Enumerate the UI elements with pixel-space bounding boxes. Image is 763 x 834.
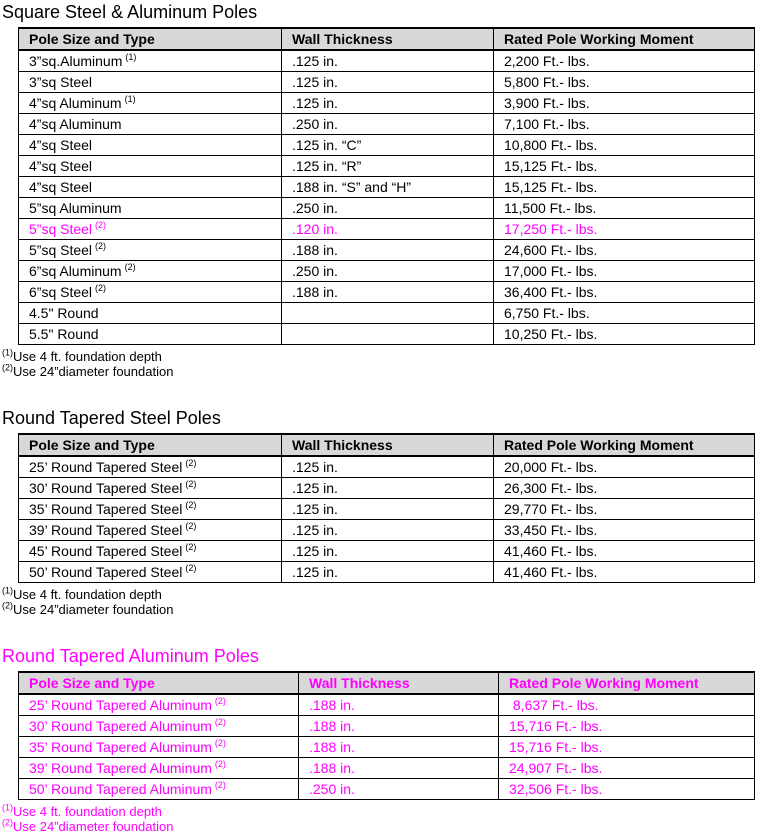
wall-thickness-text: .125 in. (292, 501, 338, 517)
working-moment-text: 11,500 Ft.- lbs. (504, 200, 597, 216)
wall-thickness-cell (282, 520, 494, 541)
working-moment-cell (494, 50, 755, 72)
footnote-marker: (2) (185, 479, 197, 490)
pole-size-text: 6”sq Steel (29, 284, 93, 300)
working-moment-cell (494, 478, 755, 499)
wall-thickness-text: .125 in. (292, 522, 338, 538)
working-moment-cell (499, 716, 755, 737)
working-moment-text: 15,125 Ft.- lbs. (504, 179, 598, 195)
footnote-marker: (1) (125, 52, 137, 63)
table-row (19, 324, 755, 345)
footnote-text: Use 4 ft. foundation depth (13, 349, 162, 364)
working-moment-cell (494, 520, 755, 541)
pole-size-text: 25’ Round Tapered Aluminum (29, 697, 212, 713)
footnote-marker: (2) (185, 521, 197, 532)
pole-size-cell (19, 478, 282, 499)
footnote-1 (2, 349, 763, 364)
wall-thickness-cell (282, 114, 494, 135)
pole-size-text: 30’ Round Tapered Steel (29, 480, 183, 496)
working-moment-cell (494, 198, 755, 219)
column-header-pole-size: Pole Size and Type (19, 434, 282, 456)
working-moment-cell (494, 177, 755, 198)
footnotes (2, 587, 763, 617)
wall-thickness-cell (282, 562, 494, 583)
working-moment-cell (499, 758, 755, 779)
footnote-text: Use 24”diameter foundation (13, 364, 174, 379)
footnote-marker: (2) (185, 542, 197, 553)
pole-size-text: 39’ Round Tapered Aluminum (29, 760, 212, 776)
wall-thickness-cell (282, 240, 494, 261)
footnote-marker: (1) (2, 802, 13, 813)
pole-size-text: 30’ Round Tapered Aluminum (29, 718, 212, 734)
pole-size-text: 5”sq Steel (29, 221, 93, 237)
section-title: Square Steel & Aluminum Poles (2, 2, 258, 22)
wall-thickness-cell (282, 261, 494, 282)
footnote-marker: (2) (214, 759, 226, 770)
pole-size-cell (19, 303, 282, 324)
working-moment-text: 8,637 Ft.- lbs. (509, 697, 599, 713)
wall-thickness-cell (282, 156, 494, 177)
working-moment-cell (494, 261, 755, 282)
wall-thickness-cell (282, 456, 494, 478)
footnote-marker: (2) (214, 717, 226, 728)
pole-size-text: 35’ Round Tapered Aluminum (29, 739, 212, 755)
footnote-2 (2, 364, 763, 379)
working-moment-cell (494, 72, 755, 93)
table-row (19, 177, 755, 198)
working-moment-text: 24,907 Ft.- lbs. (509, 760, 603, 776)
pole-size-cell (19, 198, 282, 219)
wall-thickness-text: .250 in. (292, 116, 338, 132)
working-moment-text: 29,770 Ft.- lbs. (504, 501, 598, 517)
pole-size-cell (19, 716, 299, 737)
footnote-marker: (2) (95, 220, 107, 231)
column-header-working-moment: Rated Pole Working Moment (494, 28, 755, 50)
table-header-row (19, 28, 755, 50)
working-moment-text: 10,250 Ft.- lbs. (504, 326, 598, 342)
working-moment-text: 41,460 Ft.- lbs. (504, 543, 598, 559)
working-moment-text: 15,716 Ft.- lbs. (509, 718, 603, 734)
wall-thickness-cell (282, 135, 494, 156)
wall-thickness-text: .125 in. (292, 564, 338, 580)
table-row (19, 50, 755, 72)
pole-size-cell (19, 456, 282, 478)
working-moment-cell (494, 114, 755, 135)
pole-size-text: 5.5" Round (29, 326, 99, 342)
working-moment-cell (494, 219, 755, 240)
table-row (19, 694, 755, 716)
footnote-marker: (2) (214, 780, 226, 791)
pole-size-cell (19, 499, 282, 520)
pole-size-text: 5”sq Steel (29, 242, 93, 258)
footnote-1 (2, 804, 763, 819)
wall-thickness-cell (299, 758, 499, 779)
footnote-marker: (2) (185, 563, 197, 574)
footnote-2 (2, 602, 763, 617)
footnote-marker: (2) (185, 458, 197, 469)
working-moment-text: 36,400 Ft.- lbs. (504, 284, 598, 300)
wall-thickness-cell (282, 72, 494, 93)
footnote-marker: (2) (214, 696, 226, 707)
working-moment-text: 10,800 Ft.- lbs. (504, 137, 598, 153)
table-row (19, 198, 755, 219)
pole-size-cell (19, 282, 282, 303)
working-moment-text: 5,800 Ft.- lbs. (504, 74, 590, 90)
pole-size-text: 4”sq Steel (29, 179, 93, 195)
working-moment-cell (499, 779, 755, 800)
wall-thickness-text: .125 in. “C” (292, 137, 362, 153)
table-row (19, 779, 755, 800)
pole-size-text: 5”sq Aluminum (29, 200, 122, 216)
wall-thickness-cell (282, 282, 494, 303)
pole-size-text: 45’ Round Tapered Steel (29, 543, 183, 559)
footnote-marker: (2) (124, 262, 136, 273)
table-row (19, 240, 755, 261)
section-title: Round Tapered Steel Poles (2, 408, 221, 428)
column-header-pole-size: Pole Size and Type (19, 672, 299, 694)
wall-thickness-text: .125 in. (292, 480, 338, 496)
footnote-marker: (1) (2, 347, 13, 358)
pole-size-cell (19, 177, 282, 198)
table-row (19, 499, 755, 520)
table-header-row (19, 672, 755, 694)
wall-thickness-text: .188 in. (292, 242, 338, 258)
wall-thickness-cell (282, 50, 494, 72)
table-row (19, 114, 755, 135)
working-moment-text: 3,900 Ft.- lbs. (504, 95, 590, 111)
pole-size-cell (19, 779, 299, 800)
wall-thickness-cell (282, 177, 494, 198)
footnote-2 (2, 819, 763, 834)
pole-size-cell (19, 562, 282, 583)
column-header-working-moment: Rated Pole Working Moment (499, 672, 755, 694)
pole-size-cell (19, 219, 282, 240)
footnote-text: Use 4 ft. foundation depth (13, 804, 162, 819)
pole-size-cell (19, 694, 299, 716)
wall-thickness-text: .125 in. (292, 53, 338, 69)
wall-thickness-text: .120 in. (292, 221, 338, 237)
working-moment-cell (494, 541, 755, 562)
table-row (19, 93, 755, 114)
footnote-marker: (2) (2, 362, 13, 373)
wall-thickness-text: .188 in. “S” and “H” (292, 179, 412, 195)
table-row (19, 261, 755, 282)
pole-size-text: 4”sq Aluminum (29, 116, 122, 132)
pole-size-cell (19, 135, 282, 156)
wall-thickness-cell (282, 324, 494, 345)
working-moment-text: 6,750 Ft.- lbs. (504, 305, 590, 321)
footnote-marker: (2) (2, 600, 13, 611)
pole-size-text: 4”sq Steel (29, 158, 93, 174)
table-row (19, 562, 755, 583)
wall-thickness-text: .250 in. (292, 200, 338, 216)
pole-size-cell (19, 261, 282, 282)
working-moment-cell (499, 737, 755, 758)
round-aluminum-poles-table (18, 671, 755, 800)
wall-thickness-cell (299, 779, 499, 800)
footnote-marker: (2) (2, 817, 13, 828)
pole-size-text: 4.5" Round (29, 305, 99, 321)
table-row (19, 478, 755, 499)
wall-thickness-text: .188 in. (309, 697, 355, 713)
wall-thickness-cell (282, 303, 494, 324)
working-moment-text: 41,460 Ft.- lbs. (504, 564, 598, 580)
pole-size-cell (19, 240, 282, 261)
table-row (19, 303, 755, 324)
wall-thickness-text: .188 in. (309, 739, 355, 755)
table-row (19, 737, 755, 758)
table-row (19, 219, 755, 240)
table-header-row (19, 434, 755, 456)
working-moment-cell (494, 156, 755, 177)
working-moment-text: 24,600 Ft.- lbs. (504, 242, 598, 258)
working-moment-cell (494, 499, 755, 520)
working-moment-text: 26,300 Ft.- lbs. (504, 480, 598, 496)
table-row (19, 282, 755, 303)
wall-thickness-cell (282, 478, 494, 499)
footnote-marker: (2) (214, 738, 226, 749)
wall-thickness-cell (282, 93, 494, 114)
section-round-steel-poles (0, 408, 763, 617)
wall-thickness-text: .125 in. (292, 74, 338, 90)
footnote-marker: (2) (185, 500, 197, 511)
working-moment-text: 2,200 Ft.- lbs. (504, 53, 590, 69)
working-moment-text: 32,506 Ft.- lbs. (509, 781, 603, 797)
working-moment-text: 7,100 Ft.- lbs. (504, 116, 590, 132)
footnote-marker: (1) (124, 94, 136, 105)
footnote-text: Use 24”diameter foundation (13, 602, 174, 617)
working-moment-cell (494, 135, 755, 156)
footnote-text: Use 24”diameter foundation (13, 819, 174, 834)
pole-size-text: 3”sq.Aluminum (29, 53, 123, 69)
table-row (19, 135, 755, 156)
wall-thickness-text: .250 in. (292, 263, 338, 279)
column-header-wall-thickness: Wall Thickness (282, 28, 494, 50)
pole-size-text: 35’ Round Tapered Steel (29, 501, 183, 517)
working-moment-text: 17,000 Ft.- lbs. (504, 263, 598, 279)
column-header-pole-size: Pole Size and Type (19, 28, 282, 50)
table-row (19, 456, 755, 478)
square-poles-table (18, 27, 755, 345)
pole-size-text: 3”sq Steel (29, 74, 93, 90)
pole-size-text: 4”sq Steel (29, 137, 93, 153)
pole-size-cell (19, 114, 282, 135)
wall-thickness-cell (299, 716, 499, 737)
pole-size-cell (19, 93, 282, 114)
pole-size-cell (19, 541, 282, 562)
wall-thickness-cell (299, 694, 499, 716)
wall-thickness-cell (282, 198, 494, 219)
footnote-1 (2, 587, 763, 602)
table-row (19, 716, 755, 737)
working-moment-cell (494, 562, 755, 583)
working-moment-text: 17,250 Ft.- lbs. (504, 221, 598, 237)
footnote-marker: (2) (95, 283, 107, 294)
working-moment-cell (494, 93, 755, 114)
pole-size-cell (19, 324, 282, 345)
round-steel-poles-table (18, 433, 755, 583)
wall-thickness-cell (282, 541, 494, 562)
wall-thickness-text: .188 in. (292, 284, 338, 300)
wall-thickness-text: .125 in. “R” (292, 158, 362, 174)
pole-size-cell (19, 758, 299, 779)
wall-thickness-text: .188 in. (309, 718, 355, 734)
working-moment-cell (494, 324, 755, 345)
wall-thickness-text: .125 in. (292, 543, 338, 559)
working-moment-cell (494, 240, 755, 261)
wall-thickness-text: .188 in. (309, 760, 355, 776)
pole-size-cell (19, 737, 299, 758)
wall-thickness-text: .125 in. (292, 459, 338, 475)
footnote-text: Use 4 ft. foundation depth (13, 587, 162, 602)
wall-thickness-cell (282, 499, 494, 520)
working-moment-cell (494, 282, 755, 303)
working-moment-text: 33,450 Ft.- lbs. (504, 522, 598, 538)
section-square-poles (0, 2, 763, 379)
pole-size-text: 25’ Round Tapered Steel (29, 459, 183, 475)
pole-size-cell (19, 72, 282, 93)
section-title: Round Tapered Aluminum Poles (2, 646, 259, 666)
column-header-working-moment: Rated Pole Working Moment (494, 434, 755, 456)
table-row (19, 758, 755, 779)
working-moment-cell (494, 303, 755, 324)
working-moment-cell (494, 456, 755, 478)
footnotes (2, 349, 763, 379)
footnote-marker: (2) (95, 241, 107, 252)
table-row (19, 72, 755, 93)
pole-size-text: 6”sq Aluminum (29, 263, 122, 279)
pole-size-cell (19, 520, 282, 541)
pole-size-text: 50’ Round Tapered Steel (29, 564, 183, 580)
table-row (19, 541, 755, 562)
wall-thickness-cell (282, 219, 494, 240)
table-row (19, 520, 755, 541)
column-header-wall-thickness: Wall Thickness (299, 672, 499, 694)
wall-thickness-text: .125 in. (292, 95, 338, 111)
column-header-wall-thickness: Wall Thickness (282, 434, 494, 456)
pole-size-cell (19, 156, 282, 177)
pole-size-text: 50’ Round Tapered Aluminum (29, 781, 212, 797)
wall-thickness-cell (299, 737, 499, 758)
table-row (19, 156, 755, 177)
pole-size-cell (19, 50, 282, 72)
wall-thickness-text: .250 in. (309, 781, 355, 797)
section-round-aluminum-poles (0, 646, 763, 834)
pole-size-text: 39’ Round Tapered Steel (29, 522, 183, 538)
pole-size-text: 4”sq Aluminum (29, 95, 122, 111)
working-moment-text: 15,125 Ft.- lbs. (504, 158, 598, 174)
working-moment-cell (499, 694, 755, 716)
working-moment-text: 20,000 Ft.- lbs. (504, 459, 598, 475)
footnote-marker: (1) (2, 585, 13, 596)
working-moment-text: 15,716 Ft.- lbs. (509, 739, 603, 755)
